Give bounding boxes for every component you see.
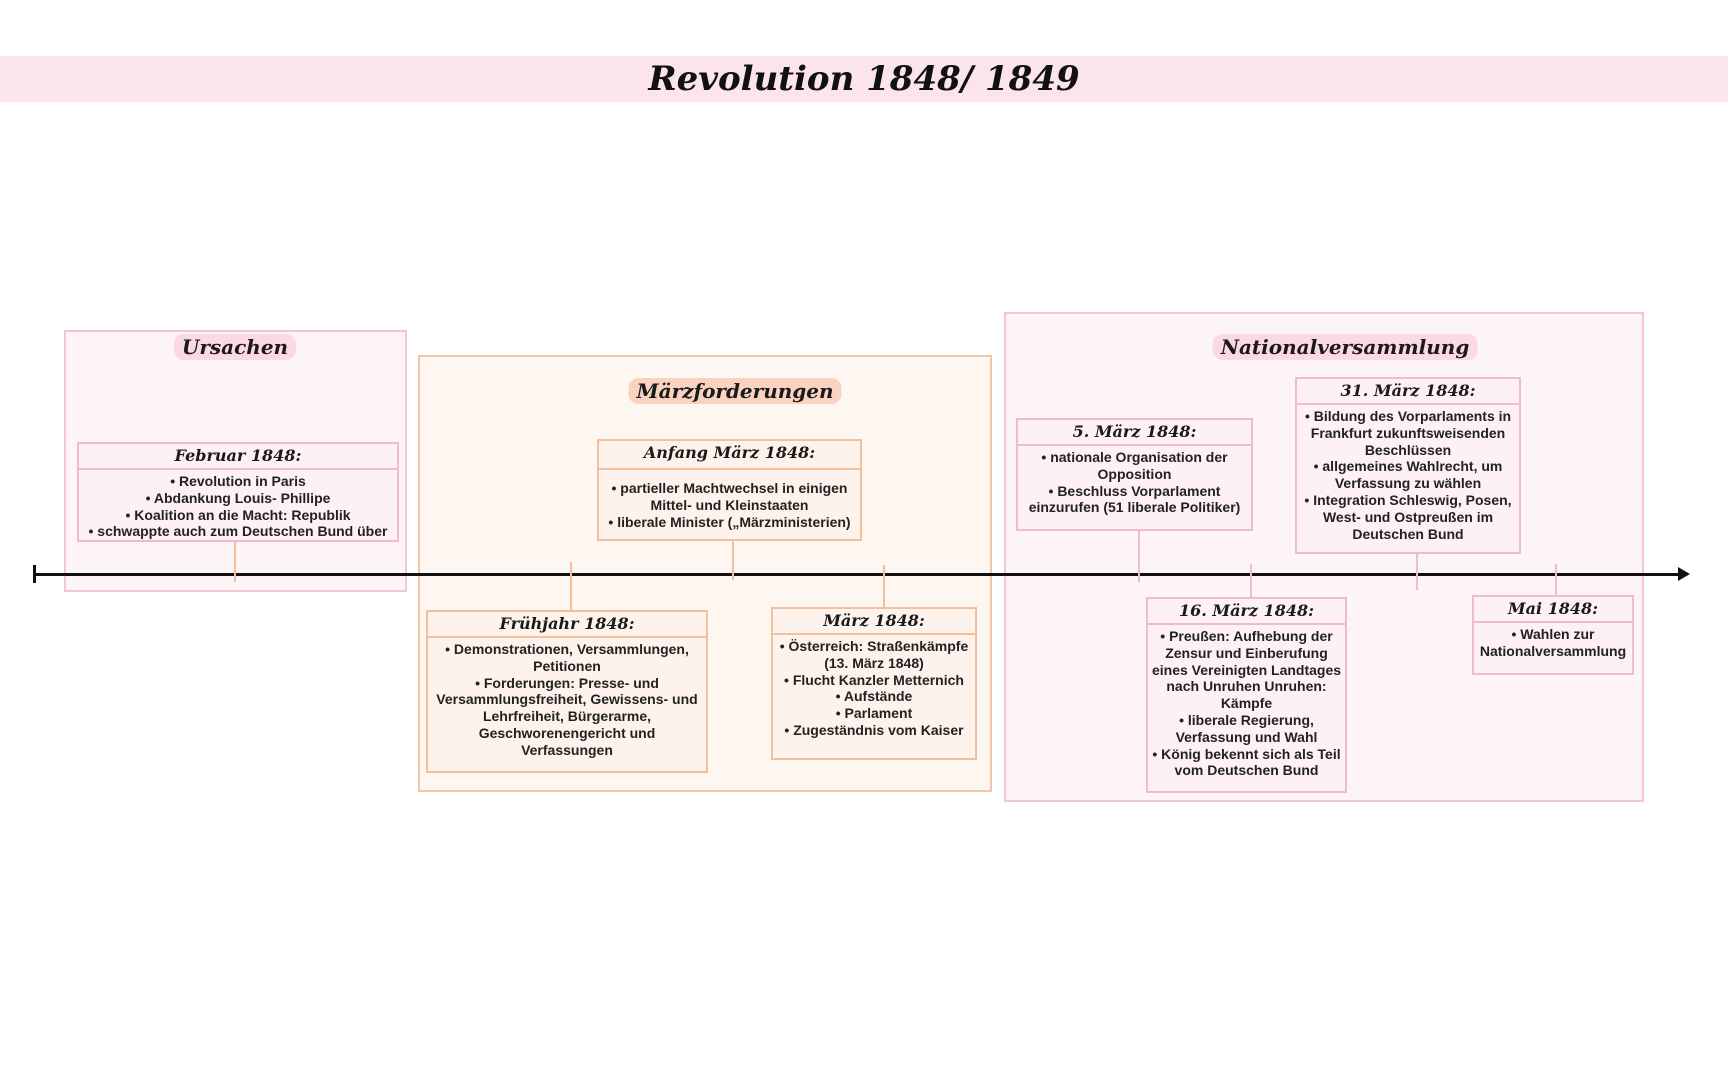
event-item: • Zugeständnis vom Kaiser [784,721,964,738]
section-title-maerzforderungen: Märzforderungen [628,378,841,404]
event-card-16-maerz-1848 [1146,597,1347,793]
connector-fruehjahr [570,562,572,610]
event-body [428,638,706,763]
event-body [1474,623,1632,664]
event-item: • Abdankung Louis- Phillipe [145,489,331,506]
connector-einunddreissig-maerz [1416,554,1418,590]
event-item: • schwappte auch zum Deutschen Bund über [88,523,388,540]
event-item: • Wahlen zur Nationalversammlung [1479,626,1627,659]
connector-februar [234,542,236,582]
timeline-arrow-icon [1678,567,1690,581]
event-item: • Preußen: Aufhebung der Zensur und Einberufung eines Vereinigten Landtages nach Unruhen Unruhen: Kämpfe [1151,628,1342,712]
event-item: • liberale Regierung, Verfassung und Wahl [1175,711,1318,745]
event-item: • partieller Machtwechsel in einigen Mittel- und Kleinstaaten [611,480,848,513]
event-heading: Mai 1848: [1474,597,1632,623]
event-item: • Bildung des Vorparlaments in Frankfurt zukunftsweisenden Beschlüssen [1304,408,1512,458]
event-heading: Frühjahr 1848: [428,612,706,638]
timeline-start-tick [33,565,36,583]
event-card-fruehjahr-1848 [426,610,708,773]
event-body [773,635,975,743]
timeline-axis [34,573,1682,576]
event-item: • Flucht Kanzler Metternich [784,671,964,688]
section-title-ursachen: Ursachen [174,334,296,360]
event-item: • allgemeines Wahlrecht, um Verfassung zu wählen [1313,458,1503,492]
event-item: • Österreich: Straßenkämpfe (13. März 1848) [779,638,969,671]
event-heading: 5. März 1848: [1018,420,1251,446]
connector-sechzehn-maerz [1250,564,1252,598]
event-body [79,470,397,544]
connector-mai [1555,564,1557,596]
event-body [1297,405,1519,546]
event-card-mai-1848 [1472,595,1634,675]
event-item: • Revolution in Paris [170,473,306,489]
event-card-februar-1848 [77,442,399,542]
event-card-anfang-maerz-1848 [597,439,862,541]
event-item: • Beschluss Vorparlament einzurufen (51 liberale Politiker) [1028,482,1241,516]
event-card-maerz-1848 [771,607,977,760]
event-heading: 16. März 1848: [1148,599,1345,625]
event-item: • Forderungen: Presse- und Versammlungsfreiheit, Gewissens- und Lehrfreiheit, Bürgerarme, Geschworenengericht und Verfassungen [436,674,698,758]
event-item: • Demonstrationen, Versammlungen, Petitionen [445,641,689,674]
connector-maerz [883,565,885,607]
event-item: • liberale Minister („Märzministerien) [608,513,851,530]
event-body [1148,625,1345,783]
event-item: • Integration Schleswig, Posen, West- und Ostpreußen im Deutschen Bund [1304,491,1512,542]
connector-fuenf-maerz [1138,530,1140,582]
event-item: • Parlament [835,705,913,722]
event-heading: Februar 1848: [79,444,397,470]
event-card-5-maerz-1848 [1016,418,1253,531]
event-body [1018,446,1251,520]
page-title: Revolution 1848/ 1849 [648,59,1080,99]
event-item: • Aufstände [835,688,913,705]
event-item: • Koalition an die Macht: Republik [125,506,351,523]
event-heading: Anfang März 1848: [599,441,860,470]
connector-anfang-maerz [732,540,734,580]
event-heading: März 1848: [773,609,975,635]
event-heading: 31. März 1848: [1297,379,1519,405]
event-item: • nationale Organisation der Opposition [1041,449,1228,482]
section-title-nationalversammlung: Nationalversammlung [1213,334,1478,360]
event-body [599,470,860,534]
event-item: • König bekennt sich als Teil vom Deutschen Bund [1152,745,1341,779]
event-card-31-maerz-1848 [1295,377,1521,554]
